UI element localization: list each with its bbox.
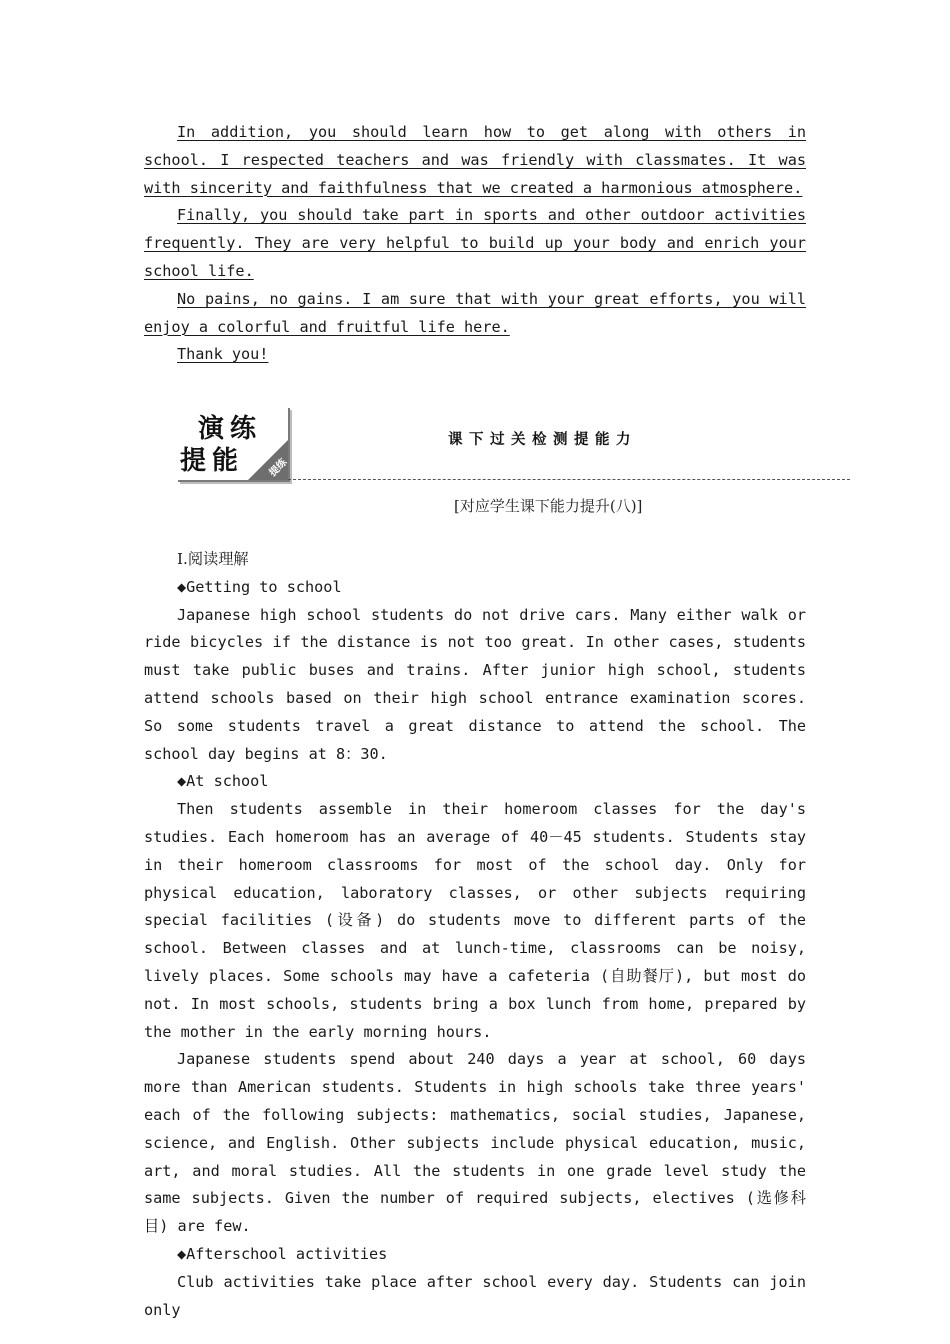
reading-paragraph: Japanese students spend about 240 days a year at school, 60 days more than American students. Students in high schools take three years' each of the following subjects: mathematics, social studies, Japanese, science, and English. Other subjects include physical education, music, art, and moral studies. All the students in one grade level study the same subjects. Given the number of required subjects, electives (选修科目) are few. (144, 1050, 806, 1236)
section-heading: ◆Getting to school (177, 577, 342, 596)
essay-closing: Thank you! (177, 345, 269, 364)
badge-text-line2: 提能 (180, 446, 245, 476)
section-heading: ◆Afterschool activities (177, 1244, 388, 1263)
practice-badge (178, 408, 290, 482)
essay-paragraph: No pains, no gains. I am sure that with your great efforts, you will enjoy a colorful and fruitful life here. (144, 289, 806, 336)
essay-paragraph: In addition, you should learn how to get along with others in school. I respected teachers and was friendly with classmates. It was with sincerity and faithfulness that we created a harmonious atmosphere. (144, 123, 806, 197)
essay-paragraph: Finally, you should take part in sports and other outdoor activities frequently. They are very helpful to build up your body and enrich your school life. (144, 206, 806, 280)
badge-text-line1: 演练 (198, 414, 263, 444)
reading-comprehension (144, 546, 806, 1324)
reading-paragraph: Then students assemble in their homeroom classes for the day's studies. Each homeroom has an average of 40－45 students. Students stay in their homeroom classrooms for most of the school day. Only for physical education, laboratory classes, or other subjects requiring special facilities (设备) do students move to different parts of the school. Between classes and at lunch-time, classrooms can be noisy, lively places. Some schools may have a cafeteria (自助餐厅), but most do not. In most schools, students bring a box lunch from home, prepared by the mother in the early morning hours. (144, 800, 806, 1041)
reading-paragraph: Club activities take place after school every day. Students can join only (144, 1272, 806, 1319)
section-heading: ◆At school (177, 772, 269, 791)
essay-excerpt (144, 119, 806, 369)
section-banner (178, 408, 850, 484)
sub-reference: [对应学生课下能力提升(八)] (454, 497, 643, 515)
reading-paragraph: Japanese high school students do not drive cars. Many either walk or ride bicycles if the distance is not too great. In other cases, students must take public buses and trains. After junior high school, students attend schools based on their high school entrance examination scores. So some students travel a great distance to attend the school. The school day begins at 8：30. (144, 605, 806, 763)
reading-section-title: Ⅰ.阅读理解 (177, 550, 249, 568)
section-title: 课下过关检测提能力 (448, 431, 637, 448)
badge-corner-text: 提练 (267, 456, 290, 479)
dashed-divider (288, 479, 850, 480)
